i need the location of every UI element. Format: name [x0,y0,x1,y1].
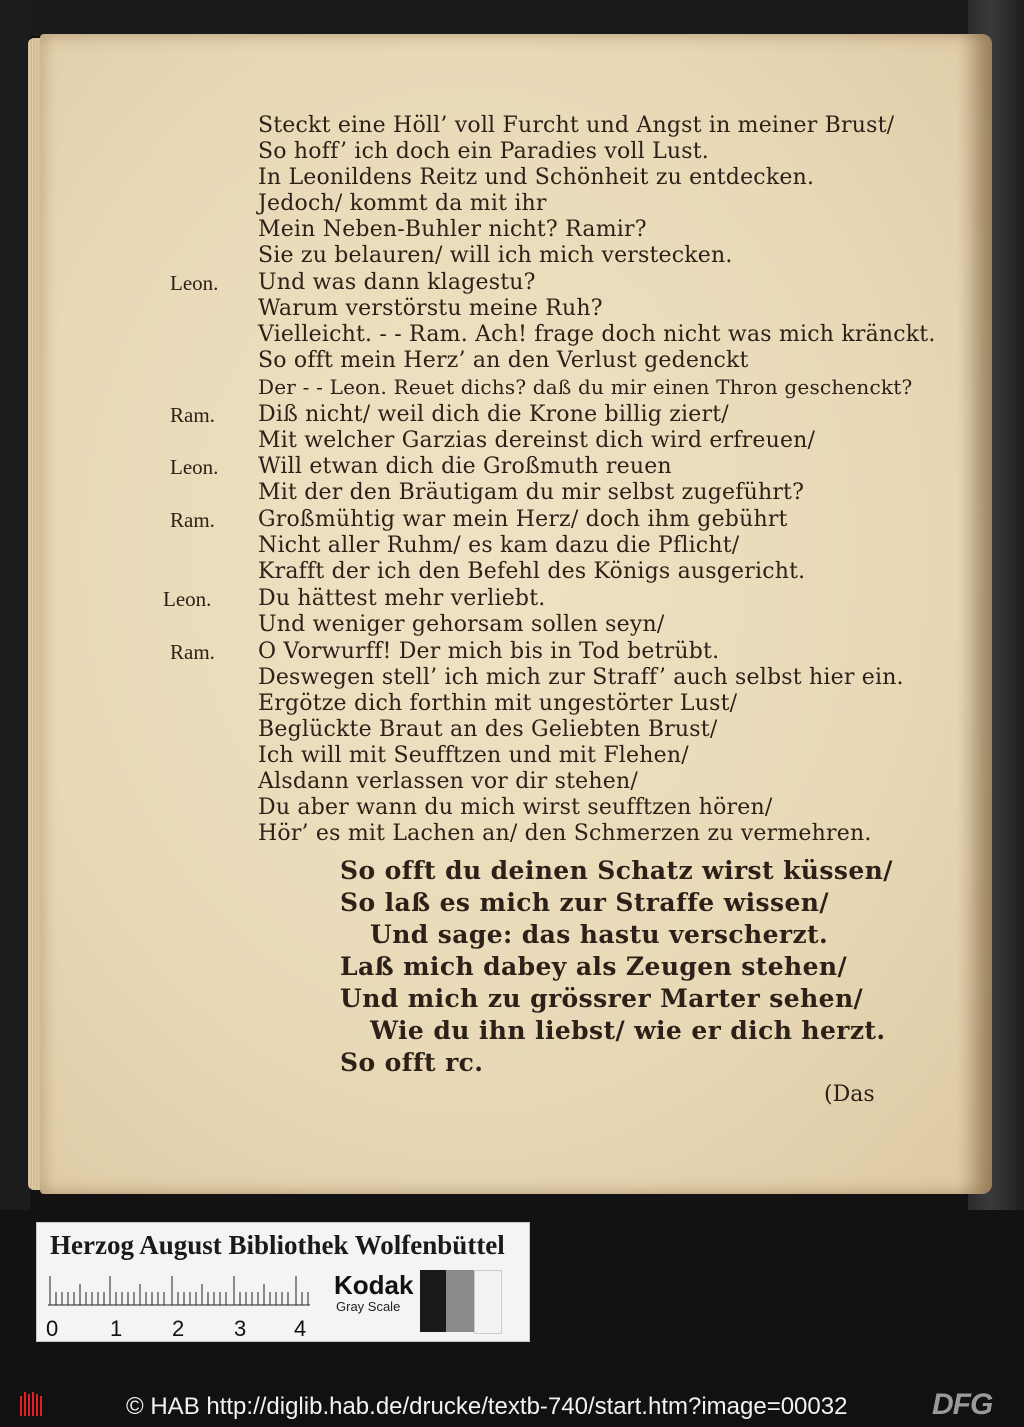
verse-line: Und weniger gehorsam sollen seyn/ [258,612,665,637]
verse-line: Du hättest mehr verliebt. [258,586,546,611]
speaker-label: Leon. [163,587,212,611]
scale-number: 3 [234,1316,247,1341]
verse-line: Hör’ es mit Lachen an/ den Schmerzen zu vermehren. [258,821,872,846]
scale-ruler [48,1276,310,1306]
gray-scale-label: Gray Scale [336,1299,401,1314]
verse-line: Deswegen stell’ ich mich zur Straff’ auch selbst hier ein. [258,665,904,690]
speaker-label: Ram. [170,640,215,664]
scale-number: 4 [294,1316,307,1341]
aria-line: So laß es mich zur Straffe wissen/ [340,888,829,917]
catchword: (Das [824,1082,875,1107]
aria-line: So offt rc. [340,1048,484,1077]
verse-line: Jedoch/ kommt da mit ihr [258,191,547,216]
verse-line: Ergötze dich forthin mit ungestörter Lust/ [258,691,738,716]
scan-background-top [0,0,1024,36]
aria-line: Wie du ihn liebst/ wie er dich herzt. [370,1016,886,1045]
verse-line: So offt mein Herz’ an den Verlust gedenckt [258,348,749,373]
dfg-logo: DFG [932,1388,993,1421]
verse-line: So hoff’ ich doch ein Paradies voll Lust. [258,139,709,164]
verse-line: Sie zu belauren/ will ich mich verstecken. [258,243,733,268]
verse-line: Warum verstörstu meine Ruh? [258,296,603,321]
speaker-label: Leon. [170,271,219,295]
aria-line: Und mich zu grössrer Marter sehen/ [340,984,864,1013]
verse-line: Ich will mit Seufftzen und mit Flehen/ [258,743,689,768]
speaker-label: Leon. [170,455,219,479]
verse-line: Alsdann verlassen vor dir stehen/ [258,769,638,794]
verse-line: Mein Neben-Buhler nicht? Ramir? [258,217,647,242]
verse-line: Nicht aller Ruhm/ es kam dazu die Pflicht/ [258,533,740,558]
scan-background-left [0,0,30,1210]
verse-line: O Vorwurff! Der mich bis in Tod betrübt. [258,639,720,664]
verse-line: Beglückte Braut an des Geliebten Brust/ [258,717,718,742]
verse-line: Krafft der ich den Befehl des Königs ausgericht. [258,559,806,584]
verse-line: Diß nicht/ weil dich die Krone billig ziert/ [258,402,729,427]
aria-line: Laß mich dabey als Zeugen stehen/ [340,952,848,981]
verse-line: Der - - Leon. Reuet dichs? daß du mir einen Thron geschenckt? [258,375,913,399]
gray-patch-white [474,1270,502,1334]
verse-line: In Leonildens Reitz und Schönheit zu entdecken. [258,165,815,190]
speaker-label: Ram. [170,403,215,427]
scale-number: 0 [46,1316,59,1341]
aria-line: So offt du deinen Schatz wirst küssen/ [340,856,893,885]
verse-line: Du aber wann du mich wirst seufftzen hören/ [258,795,773,820]
scale-number: 1 [110,1316,123,1341]
verse-line: Mit der den Bräutigam du mir selbst zugeführt? [258,480,805,505]
verse-line: Vielleicht. - - Ram. Ach! frage doch nicht was mich kränckt. [258,322,936,347]
kodak-logo: Kodak [334,1270,414,1300]
verse-line: Mit welcher Garzias dereinst dich wird erfreuen/ [258,428,816,453]
verse-line: Will etwan dich die Großmuth reuen [258,454,672,479]
aria-line: Und sage: das hastu verscherzt. [370,920,829,949]
verse-line: Großmühtig war mein Herz/ doch ihm gebührt [258,507,788,532]
verse-line: Und was dann klagestu? [258,270,536,295]
footer-source-link[interactable]: © HAB http://diglib.hab.de/drucke/textb-740/start.htm?image=00032 [126,1393,848,1420]
gray-patch-black [420,1270,446,1332]
gray-patch-mid [446,1270,474,1332]
scale-number: 2 [172,1316,185,1341]
library-name: Herzog August Bibliothek Wolfenbüttel [50,1230,505,1260]
hab-logo-icon [20,1392,44,1418]
page-gutter-shadow [958,34,992,1194]
speaker-label: Ram. [170,508,215,532]
verse-line: Steckt eine Höll’ voll Furcht und Angst in meiner Brust/ [258,113,895,138]
